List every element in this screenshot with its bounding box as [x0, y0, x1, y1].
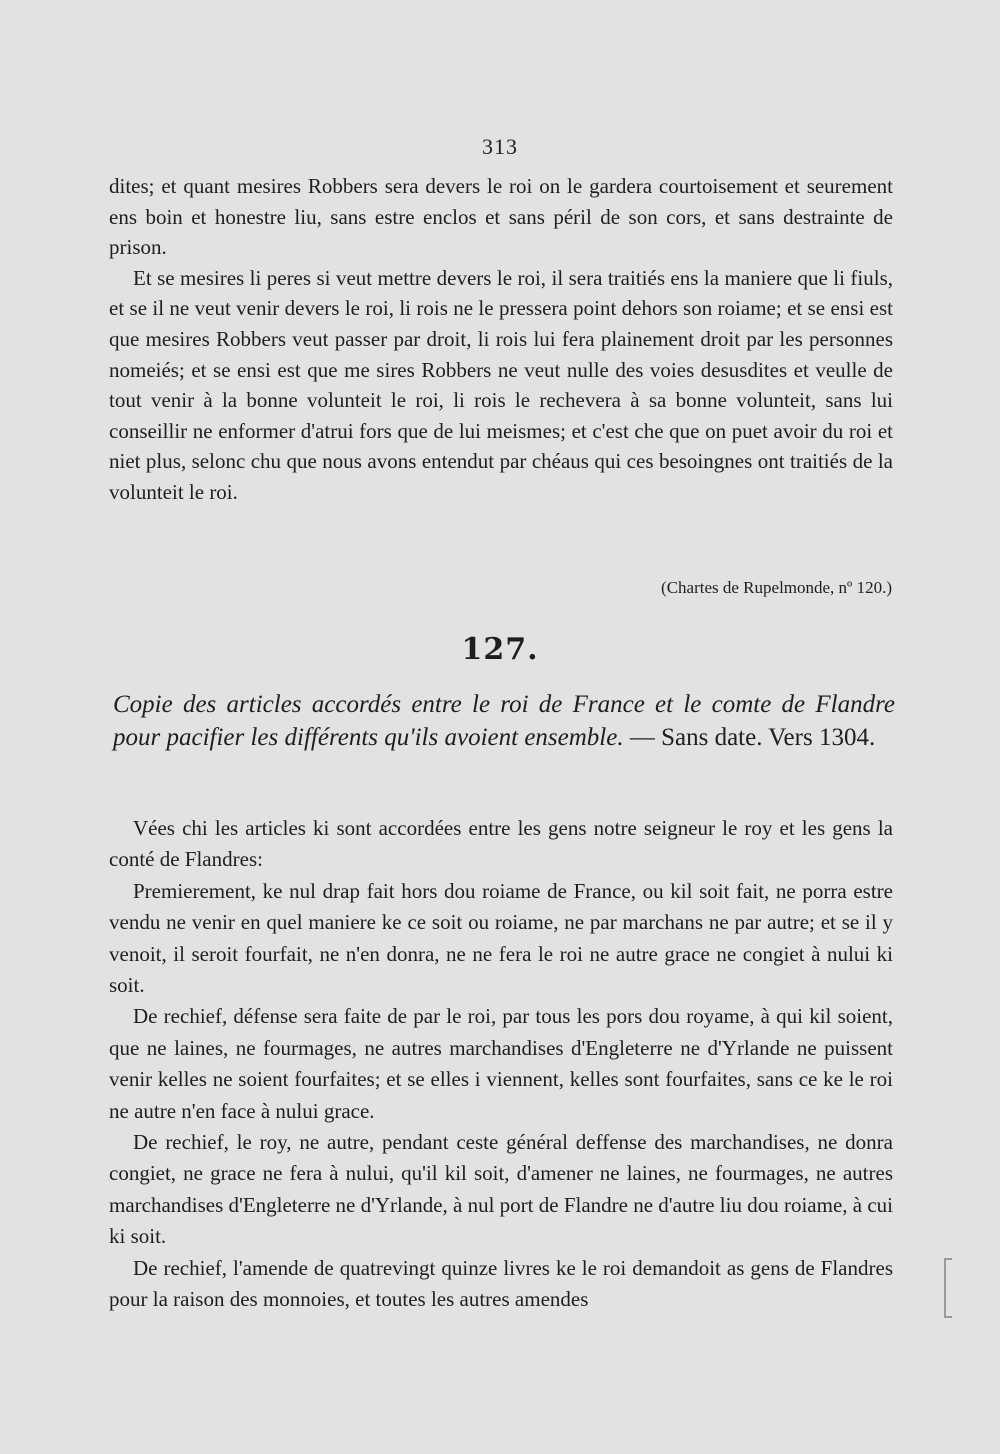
paragraph: Premierement, ke nul drap fait hors dou roiame de France, ou kil soit fait, ne porra estre vendu ne venir en quel maniere ke ce soit ou roiame, ne par marchans ne par autre; et se il y venoit, il seroit fourfait, ne n'en donra, ne ne fera le roi ne autre grace ne congiet à nului ki soit. [109, 878, 893, 998]
page-number: 313 [482, 134, 518, 159]
paragraph: Et se mesires li peres si veut mettre devers le roi, il sera traitiés ens la maniere que li fiuls, et se il ne veut venir devers le roi, li rois ne le pressera point dehors son roiame; et se ensi est que mesires Robbers veut passer par droit, li rois lui fera plainement droit par les personnes nomeiés; et se ensi est que me sires Robbers ne veut nulle des voies desusdites et veulle de tout venir à la bonne volunteit le roi, li rois le rechevera à sa bonne volunteit, sans lui conseillir ne enformer d'atrui fors que de lui meismes; et c'est che que on puet avoir du roi et niet plus, selonc chu que nous avons entendut par chéaus qui ces besoingnes ont traitiés de la volunteit le roi. [109, 265, 893, 504]
document-number: 127. [461, 632, 539, 667]
paragraph: De rechief, l'amende de quatrevingt quinze livres ke le roi demandoit as gens de Flandres pour la raison des monnoies, et toutes les autres amendes [109, 1255, 893, 1312]
source-citation: (Chartes de Rupelmonde, nº 120.) [661, 578, 892, 597]
paragraph: De rechief, défense sera faite de par le roi, par tous les pors dou royame, à qui kil soient, que ne laines, ne fourmages, ne autres marchandises d'Engleterre ne d'Yrlande ne puissent venir kelles ne soient fourfaites; et se elles i viennent, kelles sont fourfaites, sans ce ke le roi ne autre n'en face à nului grace. [109, 1004, 893, 1123]
document-date: — Sans date. Vers 1304. [623, 724, 876, 751]
paragraph: De rechief, le roy, ne autre, pendant ceste général deffense des marchandises, ne donra congiet, ne grace ne fera à nului, qu'il kil soit, d'amener ne laines, ne fourmages, ne autres marchandises d'Engleterre ne d'Yrlande, à nul port de Flandre ne d'autre liu dou roiame, à cui ki soit. [109, 1130, 893, 1249]
text-block-continuation [109, 171, 893, 508]
paragraph: Vées chi les articles ki sont accordées entre les gens notre seigneur le roy et les gens la conté de Flandres: [109, 816, 893, 872]
document-title-italic: Copie des articles accordés entre le roi de France et le comte de Flandre pour pacifier les différents qu'ils avoient ensemble. [113, 691, 895, 751]
scan-edge-mark [944, 1258, 952, 1318]
document-title [113, 688, 895, 754]
paragraph: dites; et quant mesires Robbers sera devers le roi on le gardera courtoisement et seurement ens boin et honestre liu, sans estre enclos et sans péril de son cors, et sans destrainte de prison. [109, 174, 893, 260]
text-block-articles [109, 813, 893, 1316]
